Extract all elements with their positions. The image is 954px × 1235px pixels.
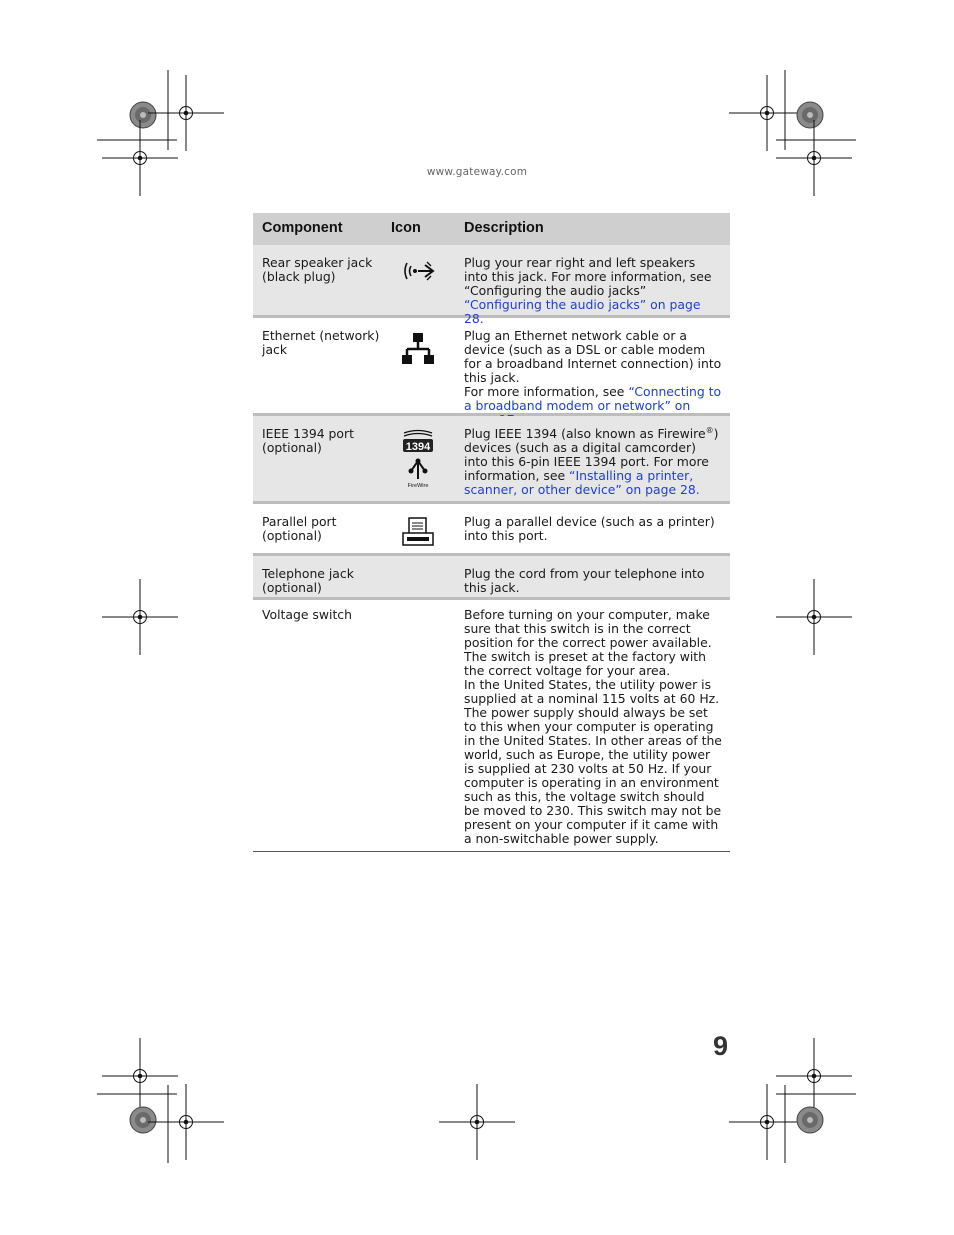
description-text: For more information, see xyxy=(464,384,629,399)
table-header xyxy=(253,213,730,245)
table-row xyxy=(253,245,730,326)
registration-mark-icon xyxy=(102,120,178,196)
description-text: Plug an Ethernet network cable or a device (such as a DSL or cable modem for a broadband Internet connection) into this jack. xyxy=(464,328,722,385)
page-reference-link[interactable]: “Installing a printer, scanner, or other device” on page 28. xyxy=(464,468,700,497)
color-burst-icon xyxy=(130,1107,156,1133)
component-description xyxy=(464,329,722,427)
component-name: Telephone jack (optional) xyxy=(262,566,354,595)
component-description xyxy=(464,256,722,326)
registration-mark-icon xyxy=(102,579,178,655)
component-table xyxy=(253,213,730,852)
component-name: Ethernet (network) jack xyxy=(262,328,380,357)
component-name: IEEE 1394 port (optional) xyxy=(262,426,354,455)
registration-mark-icon xyxy=(776,1038,852,1114)
registration-mark-icon xyxy=(729,1084,805,1160)
component-description xyxy=(464,427,722,497)
registration-mark-icon xyxy=(102,1038,178,1114)
description-text: Before turning on your computer, make sure that this switch is in the correct position for the correct power available. The switch is preset at the factory with the correct voltage for your area. xyxy=(464,607,712,678)
registered-mark: ® xyxy=(705,425,714,435)
bottom-left-marks xyxy=(97,1038,224,1163)
ethernet-icon xyxy=(398,328,438,369)
component-description xyxy=(464,608,722,846)
table-row xyxy=(253,556,730,597)
registration-mark-icon xyxy=(776,579,852,655)
page-reference-link[interactable]: “Connecting to a broadband modem or network” on xyxy=(464,384,722,413)
component-name: Rear speaker jack (black plug) xyxy=(262,255,373,284)
component-name: Parallel port (optional) xyxy=(262,514,337,543)
table-row xyxy=(253,504,730,553)
bottom-center-marks xyxy=(439,1084,515,1160)
table-bottom-rule xyxy=(253,851,730,852)
description-text: In the United States, the utility power is supplied at a nominal 115 volts at 60 Hz. The power supply should always be set to this when your computer is operating in the United States. In other areas of the world, such as Europe, the utility power is supplied at 230 volts at 50 Hz. If your computer is operating in an environment such as this, the voltage switch should be moved to 230. This switch may not be present on your computer if it came with a non-switchable power supply. xyxy=(464,677,722,846)
component-name: Voltage switch xyxy=(262,607,352,622)
page-number: 9 xyxy=(713,1031,729,1061)
description-text: Plug IEEE 1394 (also known as Firewire xyxy=(464,426,706,441)
firewire-label: 1394 xyxy=(405,441,431,453)
firewire-icon xyxy=(398,429,438,496)
registration-mark-icon xyxy=(439,1084,515,1160)
column-header-description: Description xyxy=(464,220,544,236)
table-row xyxy=(253,600,730,851)
table-row xyxy=(253,318,730,413)
bottom-right-marks xyxy=(729,1038,856,1163)
color-burst-icon xyxy=(797,102,823,128)
column-header-icon: Icon xyxy=(391,220,421,236)
registration-mark-icon xyxy=(776,120,852,196)
column-header-component: Component xyxy=(262,220,343,236)
registration-mark-icon xyxy=(148,1084,224,1160)
component-description: Plug a parallel device (such as a printer) into this port. xyxy=(464,514,715,543)
color-burst-icon xyxy=(130,102,156,128)
color-burst-icon xyxy=(797,1107,823,1133)
page-reference-link[interactable]: “Configuring the audio jacks” on page 28. xyxy=(464,297,701,326)
description-text: Plug your rear right and left speakers into this jack. For more information, see “Configuring the audio jacks” xyxy=(464,255,712,298)
firewire-sublabel: FireWire xyxy=(407,483,429,489)
header-url: www.gateway.com xyxy=(426,166,528,178)
table-row xyxy=(253,416,730,501)
printer-icon xyxy=(398,516,438,551)
description-text: ) devices (such as a digital camcorder) into this 6-pin IEEE 1394 port. For more information, see xyxy=(464,426,719,483)
component-description: Plug the cord from your telephone into this jack. xyxy=(464,566,705,595)
rear-speaker-icon xyxy=(398,255,438,286)
